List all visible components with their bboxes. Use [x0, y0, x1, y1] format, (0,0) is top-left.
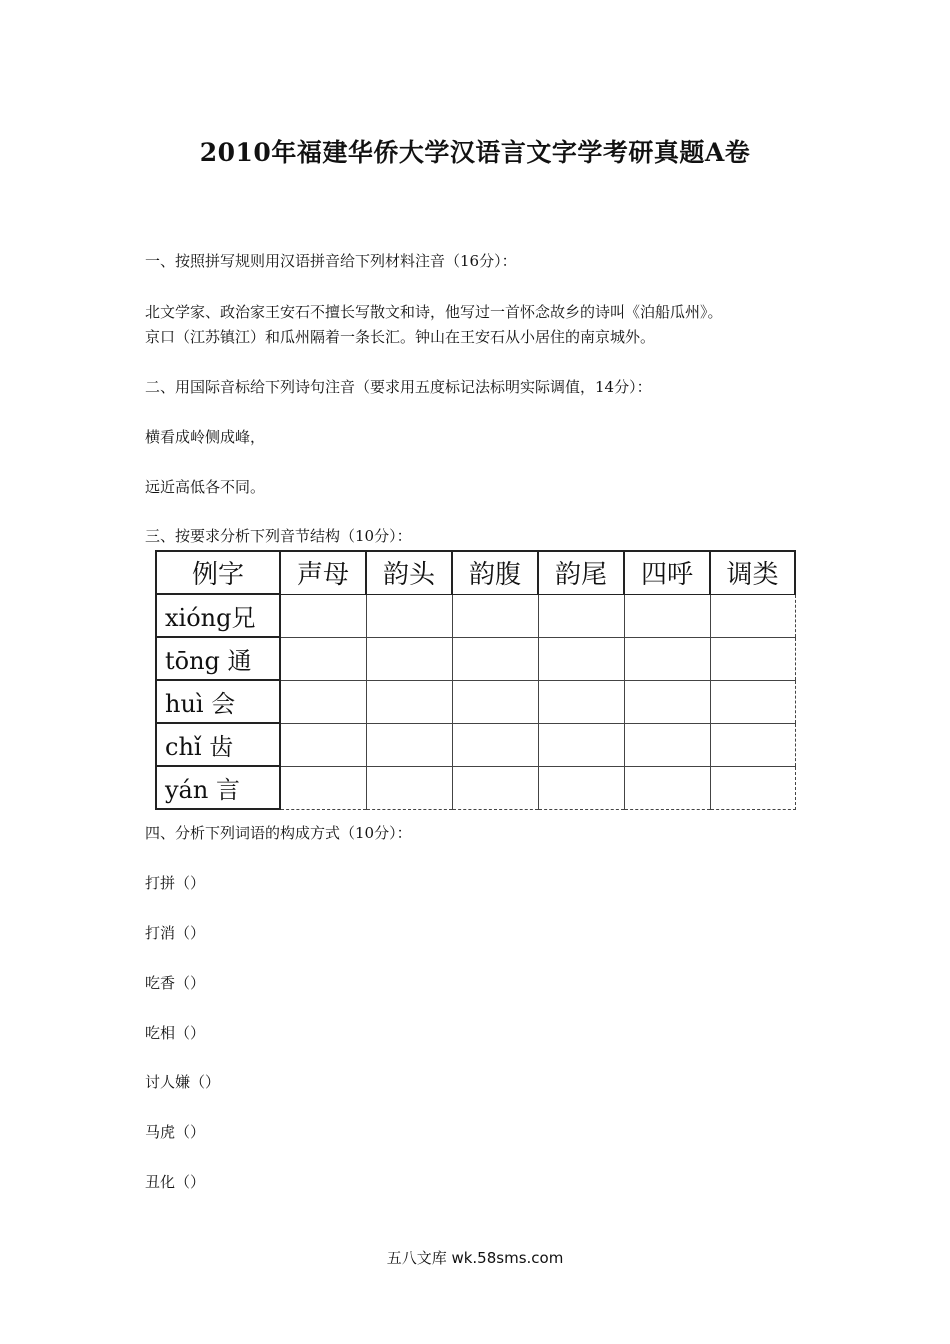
- question-2-verse-1: 横看成岭侧成峰，: [145, 428, 266, 446]
- header-cell: 韵头: [366, 551, 452, 594]
- answer-cell: [280, 723, 366, 766]
- header-cell: 四呼: [624, 551, 710, 594]
- answer-cell: [452, 637, 538, 680]
- table-row: [156, 723, 795, 766]
- answer-cell: [452, 766, 538, 809]
- syllable-structure-table: [155, 550, 796, 810]
- answer-cell: [538, 766, 624, 809]
- example-word-cell: huì 会: [156, 680, 280, 723]
- example-word-cell: chǐ 齿: [156, 723, 280, 766]
- answer-cell: [366, 680, 452, 723]
- answer-cell: [710, 594, 795, 637]
- answer-cell: [710, 766, 795, 809]
- footer-watermark-text: 五八文库 wk.58sms.com: [386, 1249, 564, 1267]
- table-header-row: [156, 551, 795, 594]
- answer-cell: [366, 637, 452, 680]
- word-item: 打拼（）: [145, 874, 206, 892]
- answer-cell: [538, 594, 624, 637]
- answer-cell: [624, 723, 710, 766]
- answer-cell: [280, 594, 366, 637]
- answer-cell: [280, 766, 366, 809]
- header-cell: 声母: [280, 551, 366, 594]
- table-row: [156, 594, 795, 637]
- header-cell: 韵尾: [538, 551, 624, 594]
- answer-cell: [366, 723, 452, 766]
- header-cell: 韵腹: [452, 551, 538, 594]
- answer-cell: [624, 594, 710, 637]
- header-cell: 调类: [710, 551, 795, 594]
- answer-cell: [538, 723, 624, 766]
- answer-cell: [366, 766, 452, 809]
- answer-cell: [452, 723, 538, 766]
- question-4-heading: 四、分析下列词语的构成方式（10分）：: [145, 824, 412, 842]
- answer-cell: [366, 594, 452, 637]
- question-1-text-line-2: 京口（江苏镇江）和瓜州隔着一条长汇。钟山在王安石从小居住的南京城外。: [145, 328, 656, 346]
- answer-cell: [624, 766, 710, 809]
- answer-cell: [710, 723, 795, 766]
- answer-cell: [624, 680, 710, 723]
- word-item: 马虎（）: [145, 1123, 206, 1141]
- question-1-heading: 一、按照拼写规则用汉语拼音给下列材料注音（16分）：: [145, 252, 517, 270]
- answer-cell: [710, 680, 795, 723]
- question-1-text-line-1: 北文学家、政治家王安石不擅长写散文和诗，他写过一首怀念故乡的诗叫《泊船瓜州》。: [145, 303, 723, 321]
- word-item: 丑化（）: [145, 1173, 206, 1191]
- example-word-cell: yán 言: [156, 766, 280, 809]
- example-word-cell: tōng 通: [156, 637, 280, 680]
- question-2-verse-2: 远近高低各不同。: [145, 478, 266, 496]
- table-row: [156, 766, 795, 809]
- answer-cell: [710, 637, 795, 680]
- question-3-heading: 三、按要求分析下列音节结构（10分）：: [145, 527, 412, 545]
- word-item: 讨人嫌（）: [145, 1073, 221, 1091]
- header-cell: 例字: [156, 551, 280, 594]
- word-item: 吃香（）: [145, 974, 206, 992]
- word-item: 打消（）: [145, 924, 206, 942]
- question-2-heading: 二、用国际音标给下列诗句注音（要求用五度标记法标明实际调值，14分）：: [145, 378, 652, 396]
- answer-cell: [538, 637, 624, 680]
- example-word-cell: xióng兄: [156, 594, 280, 637]
- answer-cell: [538, 680, 624, 723]
- word-item: 吃相（）: [145, 1024, 206, 1042]
- answer-cell: [624, 637, 710, 680]
- answer-cell: [452, 680, 538, 723]
- answer-cell: [280, 680, 366, 723]
- answer-cell: [280, 637, 366, 680]
- table-row: [156, 637, 795, 680]
- answer-cell: [452, 594, 538, 637]
- table-row: [156, 680, 795, 723]
- page-title: 2010年福建华侨大学汉语言文字学考研真题A卷: [199, 138, 751, 167]
